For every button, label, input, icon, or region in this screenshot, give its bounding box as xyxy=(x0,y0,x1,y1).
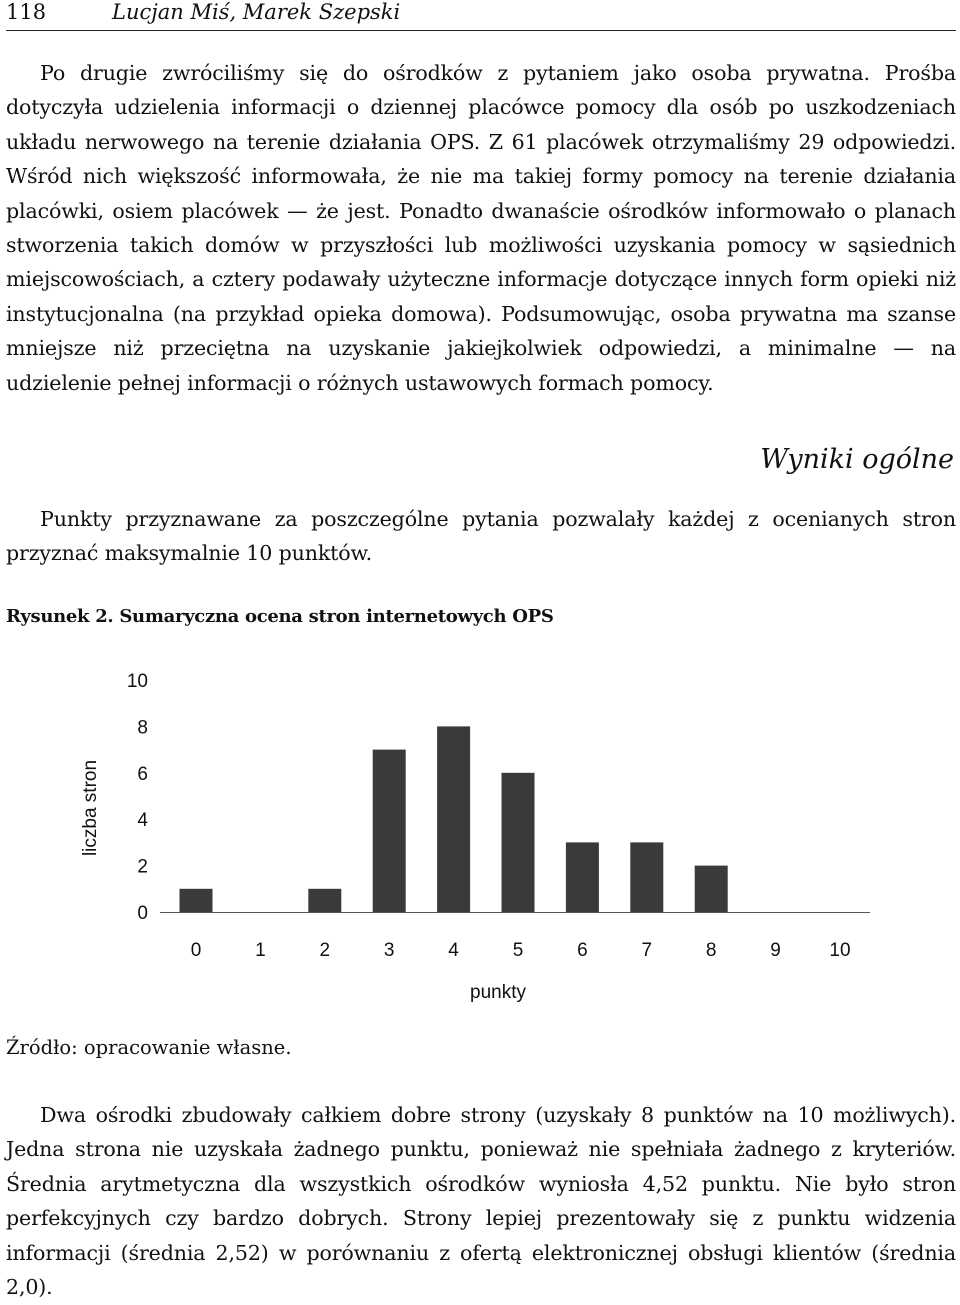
x-axis-ticks xyxy=(191,940,851,961)
y-axis-ticks xyxy=(127,671,149,924)
section-heading: Wyniki ogólne xyxy=(760,444,954,475)
x-tick-label: 1 xyxy=(255,940,266,961)
x-axis-label: punkty xyxy=(470,982,526,1003)
y-tick-label: 0 xyxy=(137,903,148,924)
paragraph-results: Dwa ośrodki zbudowały całkiem dobre strony (uzyskały 8 punktów na 10 możliwych). Jedna strona nie uzyskała żadnego punktu, ponieważ nie spełniała żadnego z kryteriów. Średnia arytmetyczna dla wszystkich ośrodków wyniosła 4,52 punktu. Nie było stron perfekcyjnych czy bardzo dobrych. Strony lepiej prezentowały się z punktu widzenia informacji (średnia 2,52) w porównaniu z ofertą elektronicznej obsługi klientów (średnia 2,0). xyxy=(6,1103,956,1300)
bar-chart xyxy=(0,660,960,1010)
paragraph-private-inquiry: Po drugie zwróciliśmy się do ośrodków z pytaniem jako osoba prywatna. Prośba dotyczyła udzielenia informacji o dziennej placówce pomocy dla osób po uszkodzeniach układu nerwowego na terenie działania OPS. Z 61 placówek otrzymaliśmy 29 odpowiedzi. Wśród nich większość informowała, że nie ma takiej formy pomocy na terenie działania placówki, osiem placówek — że jest. Ponadto dwanaście ośrodków informowało o planach stworzenia takich domów w przyszłości lub możliwości uzyskania pomocy w sąsiednich miejscowościach, a cztery podawały użyteczne informacje dotyczące innych form opieki niż instytucjonalna (na przykład opieka domowa). Podsumowując, osoba prywatna ma szanse mniejsze niż przeciętna na uzyskanie jakiejkolwiek odpowiedzi, a minimalne — na udzielenie pełnej informacji o różnych ustawowych formach pomocy. xyxy=(6,61,956,395)
x-tick-label: 10 xyxy=(829,940,851,961)
x-tick-label: 6 xyxy=(577,940,588,961)
page-number: 118 xyxy=(6,0,47,24)
bar xyxy=(180,889,213,912)
y-axis-label: liczba stron xyxy=(80,759,101,857)
bar xyxy=(566,842,599,912)
y-tick-label: 8 xyxy=(137,717,148,739)
figure-source: Źródło: opracowanie własne. xyxy=(6,1036,292,1059)
bars xyxy=(180,726,728,912)
x-tick-label: 4 xyxy=(448,940,459,961)
y-tick-label: 2 xyxy=(137,856,148,878)
x-tick-label: 3 xyxy=(383,940,395,961)
y-tick-label: 6 xyxy=(137,763,148,785)
paragraph-scoring: Punkty przyznawane za poszczególne pytania pozwalały każdej z ocenianych stron przyznać maksymalnie 10 punktów. xyxy=(6,507,956,566)
y-tick-label: 4 xyxy=(137,810,148,832)
x-tick-label: 0 xyxy=(190,940,202,961)
bar xyxy=(308,889,341,912)
bar xyxy=(502,773,535,912)
bar xyxy=(373,750,406,912)
x-tick-label: 7 xyxy=(641,940,653,961)
running-head-authors: Lucjan Miś, Marek Szepski xyxy=(112,0,401,24)
y-tick-label: 10 xyxy=(126,671,148,692)
x-tick-label: 5 xyxy=(512,940,524,961)
page-header xyxy=(6,0,956,31)
figure-caption: Rysunek 2. Sumaryczna ocena stron internetowych OPS xyxy=(6,606,554,627)
bar xyxy=(630,842,663,912)
x-tick-label: 9 xyxy=(770,940,781,961)
bar xyxy=(695,866,728,912)
x-tick-label: 8 xyxy=(705,940,717,961)
x-tick-label: 2 xyxy=(319,940,331,961)
bar xyxy=(437,726,470,912)
